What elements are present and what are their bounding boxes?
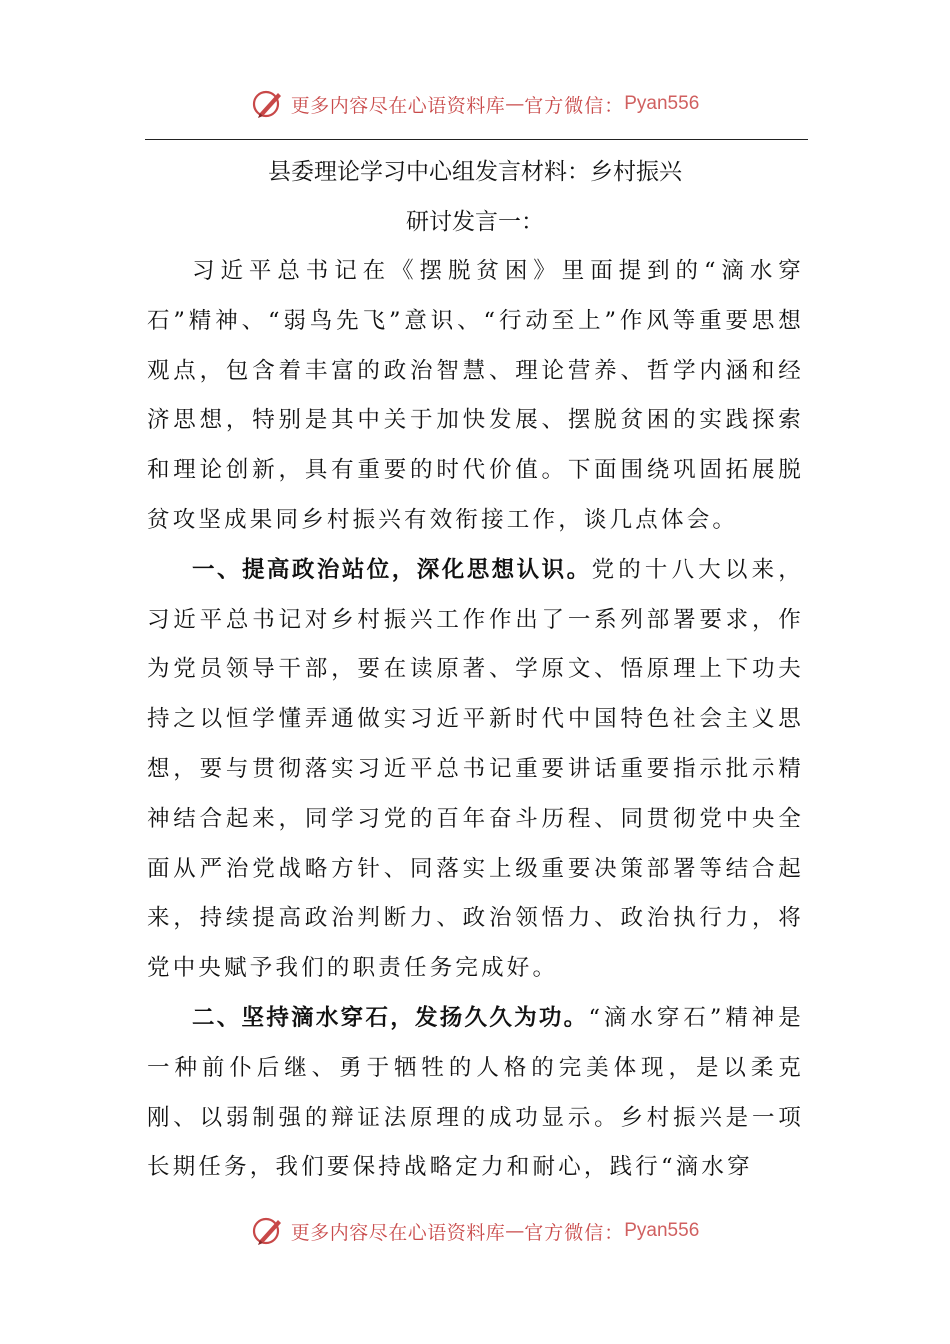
section-text-1: 党的十八大以来，习近平总书记对乡村振兴工作作出了一系列部署要求，作为党员领导干部，要在读原著、学原文、悟原理上下功夫持之以恒学懂弄通做实习近平新时代中国特色社会主义思想，要与贯彻落实习近平总书记重要讲话重要指示批示精神结合起来，同学习党的百年奋斗历程、同贯彻党中央全面从严治党战略方针、同落实上级重要决策部署等结合起来，持续提高政治判断力、政治领悟力、政治执行力，将党中央赋予我们的职责任务完成好。 — [147, 556, 804, 982]
watermark-separator: — — [505, 93, 525, 115]
document-title: 县委理论学习中心组发言材料：乡村振兴 — [268, 159, 682, 185]
watermark-wechat-id: Pyan556 — [624, 1220, 700, 1241]
pen-logo-icon — [251, 87, 285, 121]
watermark-label: 官方微信： — [524, 1221, 625, 1244]
watermark-wechat-id: Pyan556 — [624, 93, 700, 114]
section-text-2: “滴水穿石”精神是一种前仆后继、勇于牺牲的人格的完美体现，是以柔克刚、以弱制强的辩证法原理的成功显示。乡村振兴是一项长期任务，我们要保持战略定力和耐心，践行“滴水穿 — [147, 1004, 804, 1181]
watermark-banner-top — [0, 84, 950, 124]
header-divider — [145, 139, 808, 140]
section-paragraph-1 — [147, 546, 804, 994]
pen-logo-icon — [251, 1214, 285, 1248]
watermark-brand: 更多内容尽在心语资料库 — [290, 1221, 506, 1244]
watermark-separator: — — [505, 1220, 525, 1242]
section-heading-2: 二、坚持滴水穿石，发扬久久为功。 — [192, 1004, 589, 1031]
watermark-label: 官方微信： — [524, 94, 625, 117]
document-body — [147, 247, 804, 1193]
section-paragraph-2 — [147, 994, 804, 1193]
watermark-banner-bottom — [0, 1211, 950, 1251]
watermark-brand: 更多内容尽在心语资料库 — [290, 94, 506, 117]
document-subtitle: 研讨发言一： — [406, 209, 544, 235]
intro-paragraph: 习近平总书记在《摆脱贫困》里面提到的“滴水穿石”精神、“弱鸟先飞”意识、“行动至上”作风等重要思想观点，包含着丰富的政治智慧、理论营养、哲学内涵和经济思想，特别是其中关于加快发展、摆脱贫困的实践探索和理论创新，具有重要的时代价值。下面围绕巩固拓展脱贫攻坚成果同乡村振兴有效衔接工作，谈几点体会。 — [147, 258, 804, 533]
section-heading-1: 一、提高政治站位，深化思想认识。 — [192, 556, 592, 583]
